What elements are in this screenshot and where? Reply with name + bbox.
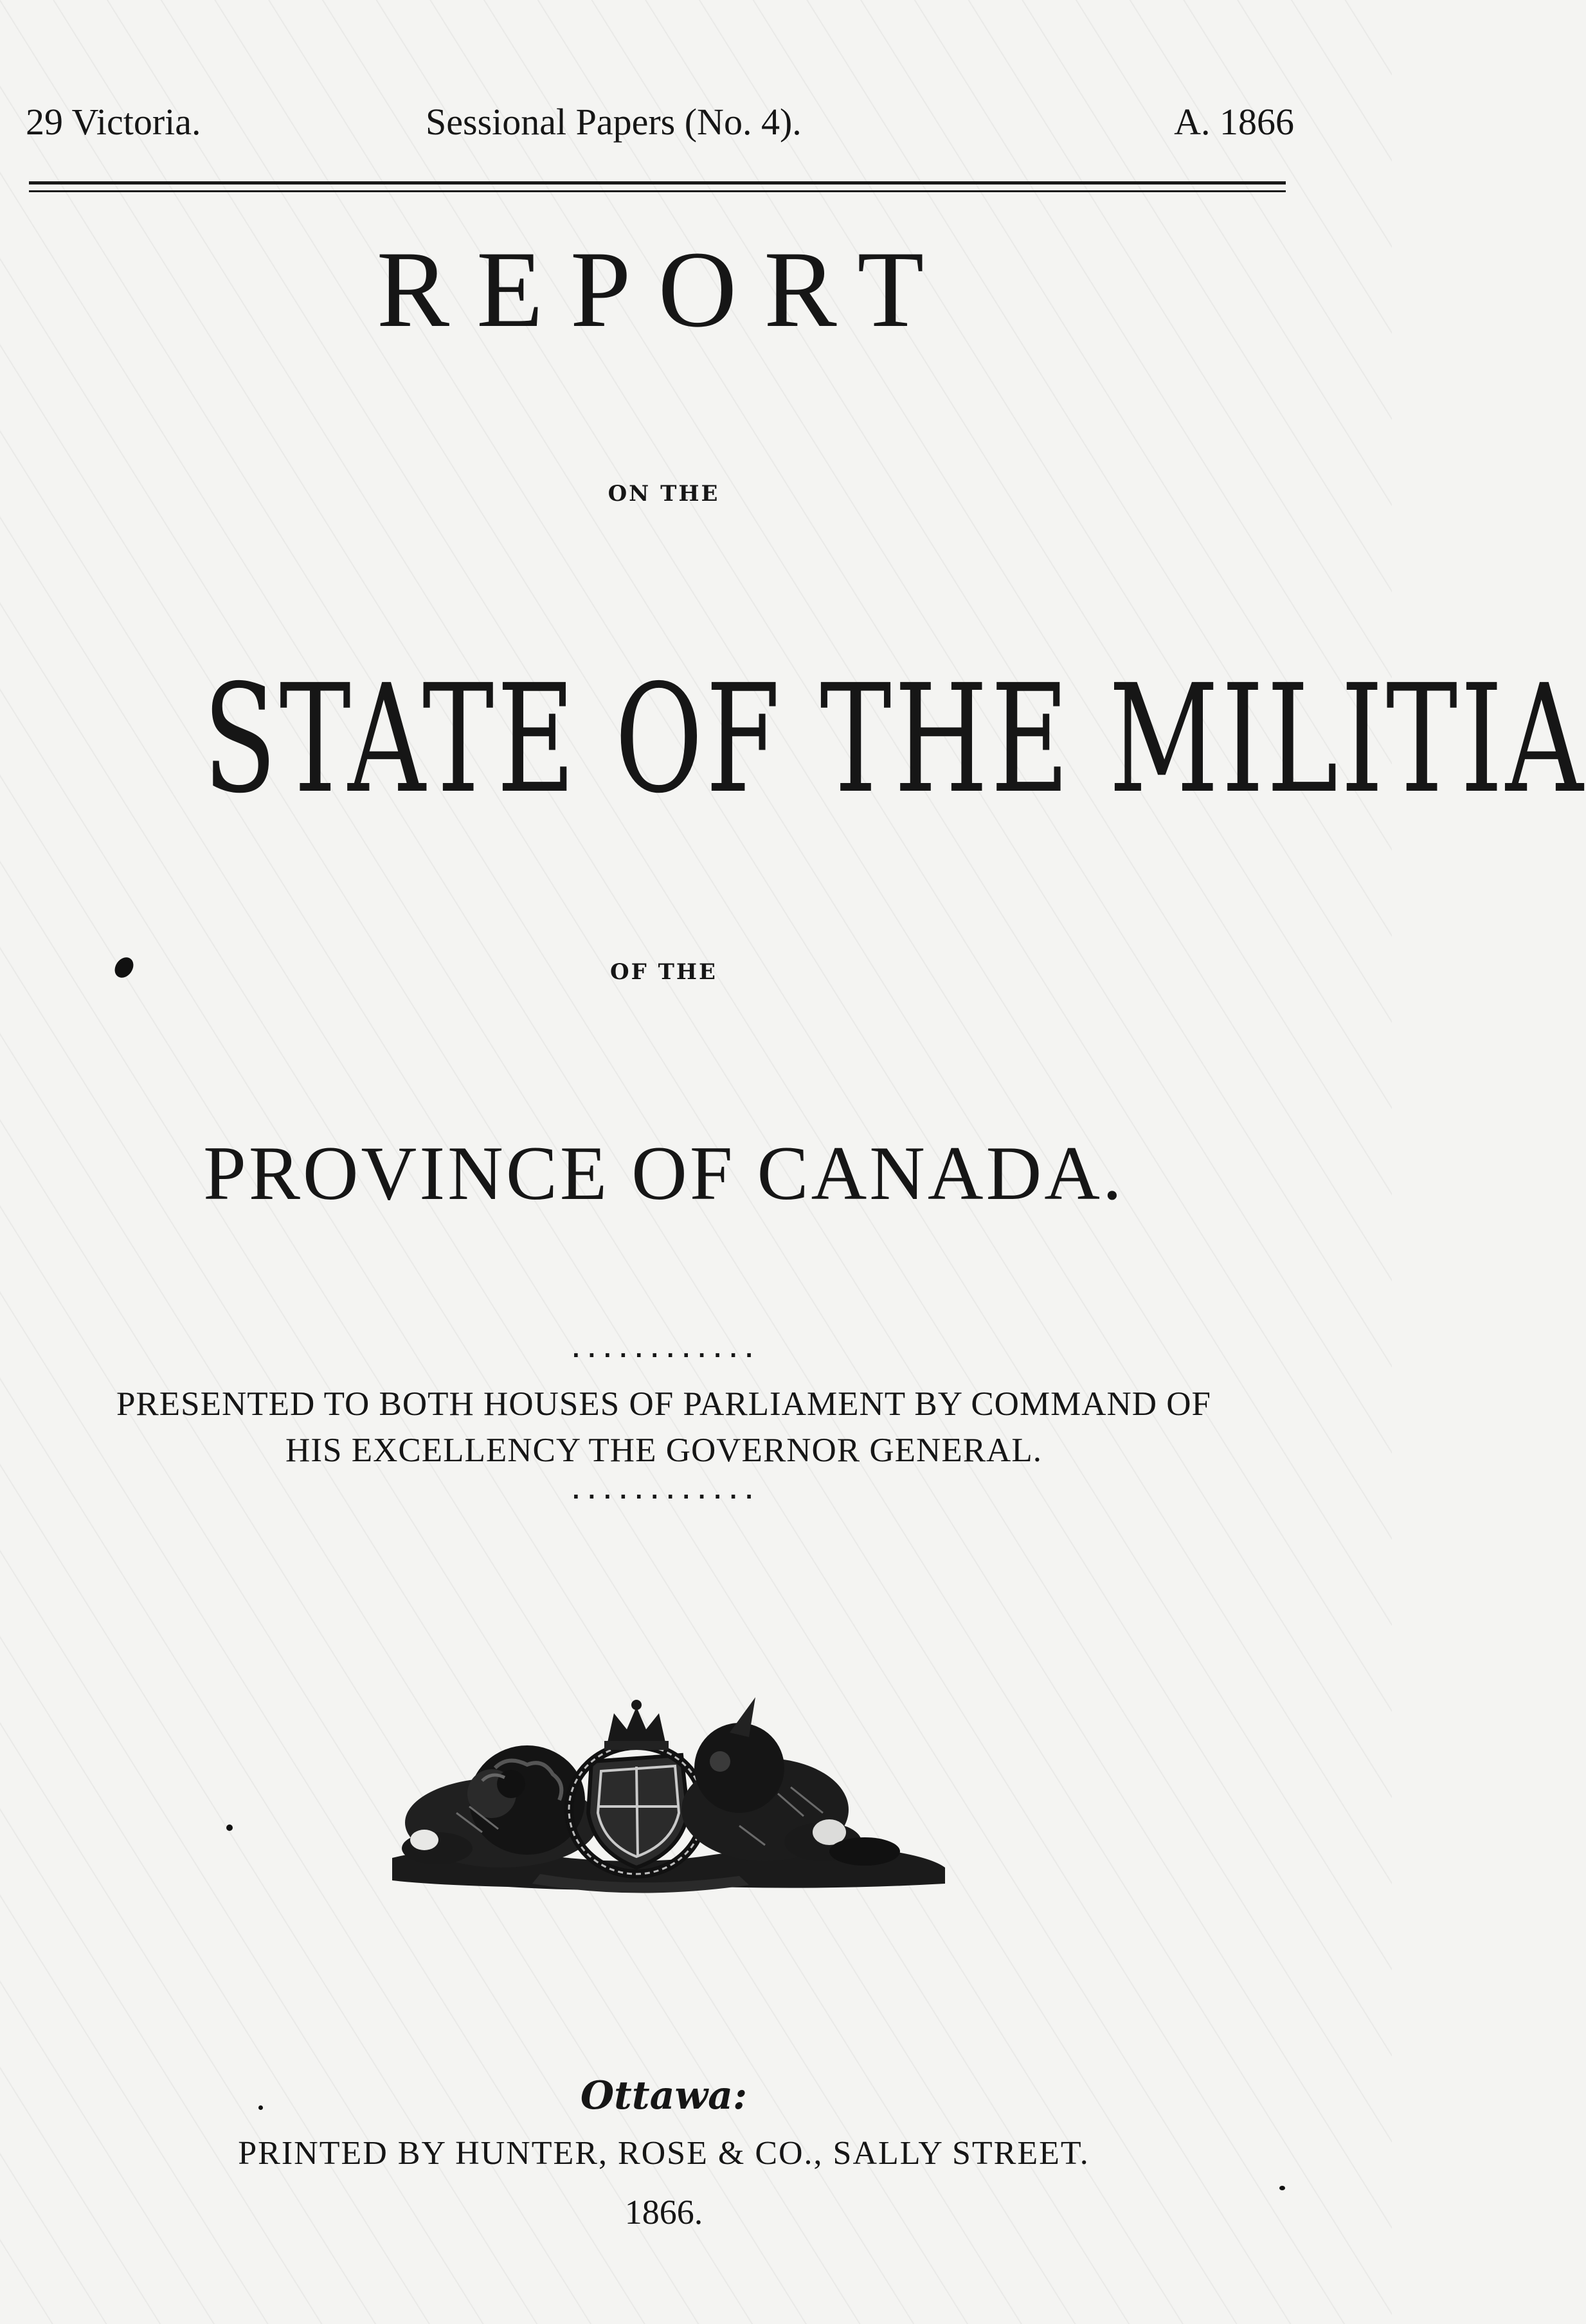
header-rule-thin bbox=[29, 190, 1286, 192]
header-rule-thick bbox=[29, 181, 1286, 185]
title-on-the: ON THE bbox=[608, 481, 720, 507]
title-state-of-the-militia: STATE OF THE MILITIA bbox=[203, 653, 1586, 826]
presented-line-1: PRESENTED TO BOTH HOUSES OF PARLIAMENT BY COMMAND OF bbox=[116, 1385, 1212, 1423]
presented-statement bbox=[0, 1381, 1328, 1473]
title-province-of-canada: PROVINCE OF CANADA. bbox=[203, 1130, 1124, 1216]
header-year: A. 1866 bbox=[1174, 101, 1294, 143]
dotted-divider-top: ............ bbox=[569, 1337, 759, 1363]
title-report: REPORT bbox=[376, 229, 951, 350]
title-of-the: OF THE bbox=[610, 959, 717, 985]
imprint-printer: PRINTED BY HUNTER, ROSE & CO., SALLY STREET. bbox=[238, 2135, 1090, 2172]
header-regnal-year: 29 Victoria. bbox=[26, 101, 201, 143]
presented-line-2: HIS EXCELLENCY THE GOVERNOR GENERAL. bbox=[285, 1432, 1042, 1469]
dotted-divider-bottom: ............ bbox=[569, 1479, 759, 1504]
ink-speck bbox=[258, 2105, 263, 2110]
ink-speck bbox=[226, 1824, 233, 1831]
ink-speck bbox=[1279, 2186, 1285, 2190]
imprint-place: Ottawa: bbox=[580, 2073, 748, 2118]
royal-coat-of-arms-icon bbox=[379, 1697, 958, 1903]
header-sessional-papers: Sessional Papers (No. 4). bbox=[426, 101, 802, 143]
imprint-year: 1866. bbox=[624, 2193, 703, 2231]
